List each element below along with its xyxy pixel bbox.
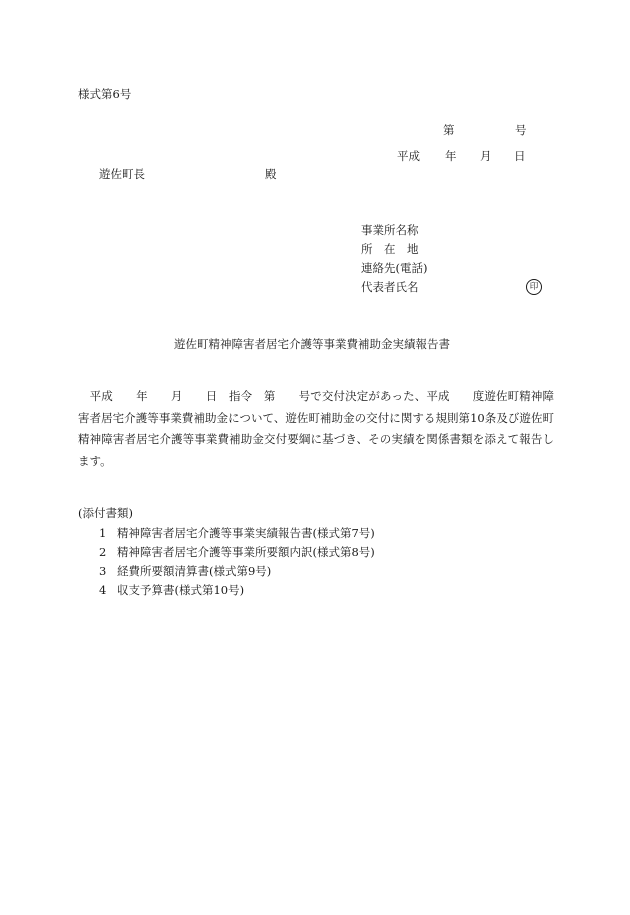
date-day: 日 [514, 149, 526, 163]
attachment-text: 経費所要額清算書(様式第9号) [117, 564, 272, 578]
attachment-number: 1 [99, 526, 107, 540]
addressee-name: 遊佐町長 [99, 167, 145, 181]
body-paragraph: 平成 年 月 日 指令 第 号で交付決定があった、平成 度遊佐町精神障害者居宅介護等事業費補助金について、遊佐町補助金の交付に関する規則第10条及び遊佐町精神障害者居宅介護等事業費補助金交付要綱に基づき、その実績を関係書類を添えて報告します。 [78, 389, 554, 468]
attachment-text: 精神障害者居宅介護等事業所要額内訳(様式第8号) [117, 545, 375, 559]
representative-label: 代表者氏名 [361, 280, 419, 294]
addressee-honorific: 殿 [265, 167, 277, 181]
attachment-item [99, 544, 375, 560]
office-name-label: 事業所名称 [361, 223, 419, 237]
form-number: 様式第6号 [78, 87, 132, 101]
attachment-number: 2 [99, 545, 107, 559]
date-era: 平成 [397, 149, 420, 163]
document-no-suffix: 号 [515, 123, 527, 137]
attachment-text: 精神障害者居宅介護等事業実績報告書(様式第7号) [117, 526, 375, 540]
attachment-number: 4 [99, 583, 107, 597]
date-month: 月 [480, 149, 492, 163]
attachment-item [99, 582, 244, 598]
seal-mark: 印 [526, 279, 542, 295]
attachment-item [99, 563, 271, 579]
attachments-heading: (添付書類) [78, 506, 133, 520]
document-title: 遊佐町精神障害者居宅介護等事業費補助金実績報告書 [174, 337, 450, 351]
address-label: 所 在 地 [361, 242, 419, 256]
attachment-item [99, 525, 375, 541]
document-no-prefix: 第 [443, 123, 455, 137]
attachment-number: 3 [99, 564, 107, 578]
date-year: 年 [445, 149, 457, 163]
contact-label: 連絡先(電話) [361, 261, 428, 275]
attachment-text: 収支予算書(様式第10号) [117, 583, 245, 597]
